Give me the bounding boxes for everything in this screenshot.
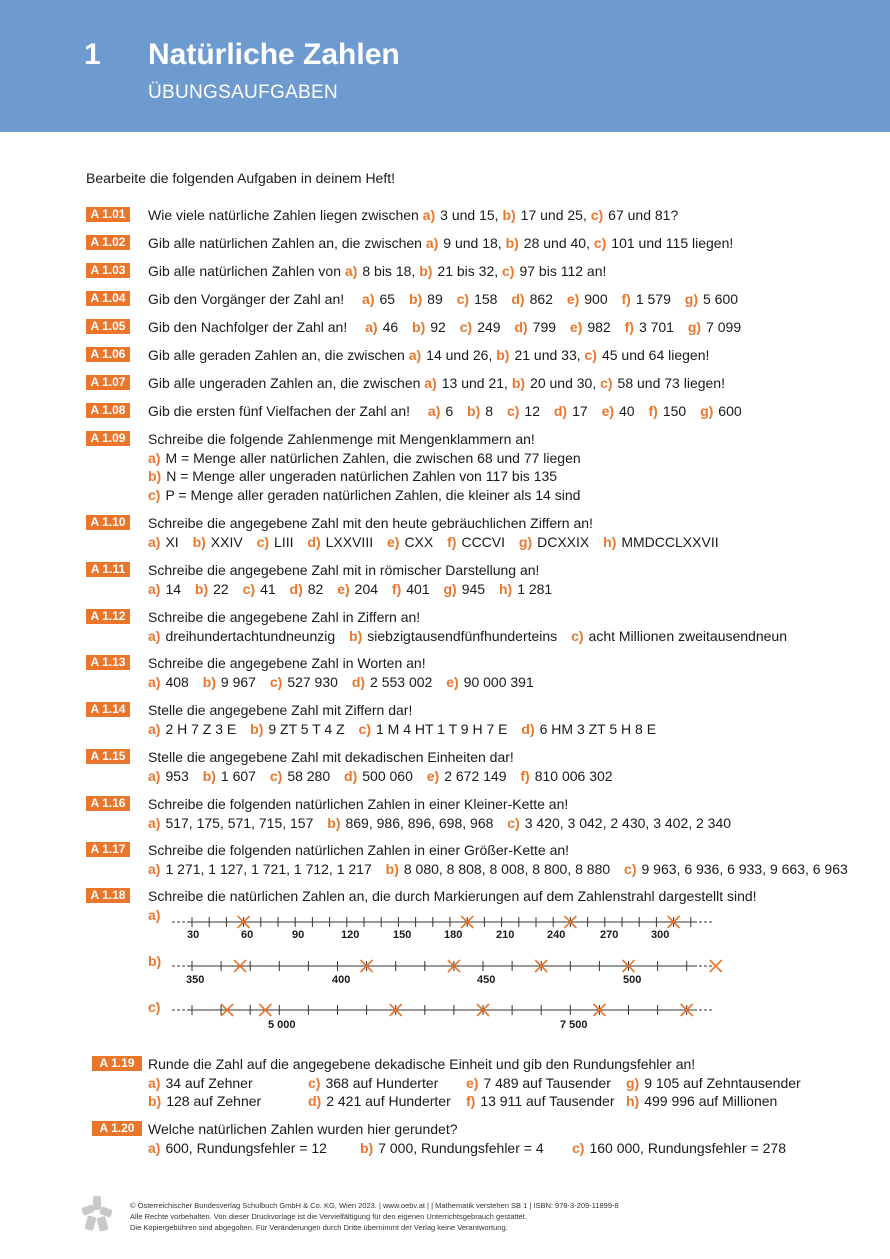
- task-tag: A 1.09: [86, 431, 130, 446]
- tick-label: 350: [186, 974, 205, 986]
- number-line-b: b) 350 400 450 500: [148, 953, 728, 997]
- task-tag: A 1.05: [86, 319, 130, 334]
- task-tag: A 1.15: [86, 749, 130, 764]
- chapter-header: [0, 0, 890, 132]
- task-tag: A 1.14: [86, 702, 130, 717]
- task-tag: A 1.08: [86, 403, 130, 418]
- tick-label: 450: [477, 974, 496, 986]
- chapter-number: 1: [84, 38, 101, 71]
- tick-label: 120: [341, 929, 360, 941]
- task-tag: A 1.06: [86, 347, 130, 362]
- task-tag: A 1.13: [86, 655, 130, 670]
- tick-label: 30: [187, 929, 200, 941]
- task-tag: A 1.12: [86, 609, 130, 624]
- tick-label: 180: [444, 929, 463, 941]
- tick-label: 400: [332, 974, 351, 986]
- tick-label: 150: [393, 929, 412, 941]
- number-line-a: a) 30 60 90 120 150 180 210 240 270 300: [148, 907, 728, 951]
- copyright-footer: © Österreichischer Bundesverlag Schulbuch GmbH & Co. KG, Wien 2023. | www.oebv.at | | Mathematik verstehen SB 1 | ISBN: 978-3-209-11899-8 Alle Rechte vorbehalten. Von dieser Druckvorlage ist die Vervielfältigung für den eigenen Unterrichtsgebrauch gestattet. Die Kopiergebühren sind abgegolten. Für Veränderungen durch Dritte übernimmt der Verlag keine Verantwortung.: [130, 1201, 619, 1232]
- task-tag: A 1.18: [86, 888, 130, 903]
- tick-label: 7 500: [560, 1019, 588, 1031]
- task-tag: A 1.11: [86, 562, 130, 577]
- task-tag: A 1.02: [86, 235, 130, 250]
- task-tag: A 1.04: [86, 291, 130, 306]
- task-tag: A 1.16: [86, 796, 130, 811]
- task-tag: A 1.01: [86, 207, 130, 222]
- tick-label: 300: [651, 929, 670, 941]
- task-tag: A 1.10: [86, 515, 130, 530]
- tick-label: 90: [292, 929, 305, 941]
- task-tag: A 1.20: [92, 1121, 142, 1136]
- tick-label: 60: [241, 929, 254, 941]
- intro-text: Bearbeite die folgenden Aufgaben in deinem Heft!: [86, 170, 396, 186]
- task-tag: A 1.07: [86, 375, 130, 390]
- number-line-c: c) 5 000 7 500: [148, 999, 728, 1043]
- tick-label: 5 000: [268, 1019, 296, 1031]
- chapter-title: Natürliche Zahlen: [148, 38, 400, 71]
- publisher-logo-icon: [82, 1196, 112, 1232]
- task-tag: A 1.19: [92, 1056, 142, 1071]
- number-line-a-svg: [148, 907, 728, 951]
- tick-label: 210: [496, 929, 515, 941]
- tick-label: 240: [547, 929, 566, 941]
- chapter-subtitle: ÜBUNGSAUFGABEN: [148, 82, 339, 103]
- task-tag: A 1.17: [86, 842, 130, 857]
- tick-label: 270: [600, 929, 619, 941]
- tick-label: 500: [623, 974, 642, 986]
- number-line-c-svg: [148, 999, 728, 1043]
- task-tag: A 1.03: [86, 263, 130, 278]
